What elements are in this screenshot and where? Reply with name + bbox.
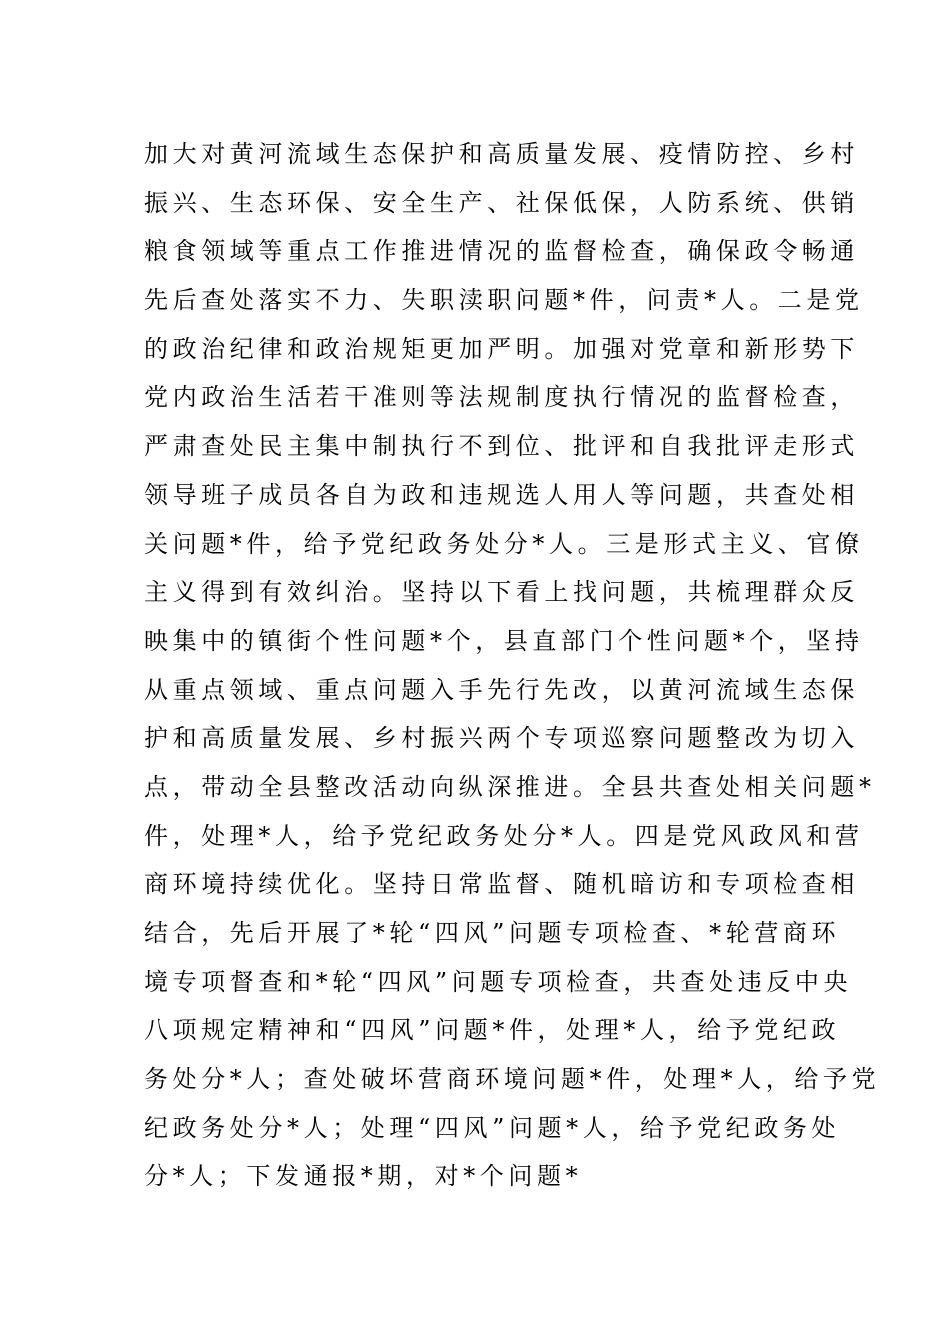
text-line: 纪政务处分*人；处理“四风”问题*人，给予党纪政务处 (144, 1113, 841, 1142)
text-line: 结合，先后开展了*轮“四风”问题专项检查、*轮营商环 (144, 919, 841, 947)
text-line: 务处分*人；查处破坏营商环境问题*件，处理*人，给予党 (144, 1065, 881, 1094)
text-line: 映集中的镇街个性问题*个，县直部门个性问题*个，坚持 (144, 626, 864, 655)
text-line: 党内政治生活若干准则等法规制度执行情况的监督检查， (144, 383, 859, 412)
text-line: 主义得到有效纠治。坚持以下看上找问题，共梳理群众反 (144, 578, 859, 607)
text-line: 护和高质量发展、乡村振兴两个专项巡察问题整改为切入 (144, 724, 859, 753)
body-text (144, 130, 881, 1201)
text-line: 件，处理*人，给予党纪政务处分*人。四是党风政风和营 (144, 821, 864, 850)
text-line: 点，带动全县整改活动向纵深推进。全县共查处相关问题* (144, 772, 876, 801)
text-line: 八项规定精神和“四风”问题*件，处理*人，给予党纪政 (144, 1016, 841, 1045)
text-line: 领导班子成员各自为政和违规选人用人等问题，共查处相 (144, 480, 859, 509)
text-line: 振兴、生态环保、安全生产、社保低保，人防系统、供销 (144, 188, 859, 217)
text-line: 关问题*件，给予党纪政务处分*人。三是形式主义、官僚 (144, 529, 864, 558)
text-line: 粮食领域等重点工作推进情况的监督检查，确保政令畅通 (144, 237, 859, 266)
text-line: 先后查处落实不力、失职渎职问题*件，问责*人。二是党 (144, 286, 864, 315)
text-line: 从重点领域、重点问题入手先行先改，以黄河流域生态保 (144, 675, 859, 704)
text-line: 的政治纪律和政治规矩更加严明。加强对党章和新形势下 (144, 334, 859, 363)
text-line: 境专项督查和*轮“四风”问题专项检查，共查处违反中央 (144, 967, 853, 996)
text-line: 分*人；下发通报*期，对*个问题* (144, 1162, 583, 1191)
text-line: 严肃查处民主集中制执行不到位、批评和自我批评走形式 (144, 432, 859, 461)
text-line: 加大对黄河流域生态保护和高质量发展、疫情防控、乡村 (144, 140, 859, 168)
text-line: 商环境持续优化。坚持日常监督、随机暗访和专项检查相 (144, 870, 859, 899)
